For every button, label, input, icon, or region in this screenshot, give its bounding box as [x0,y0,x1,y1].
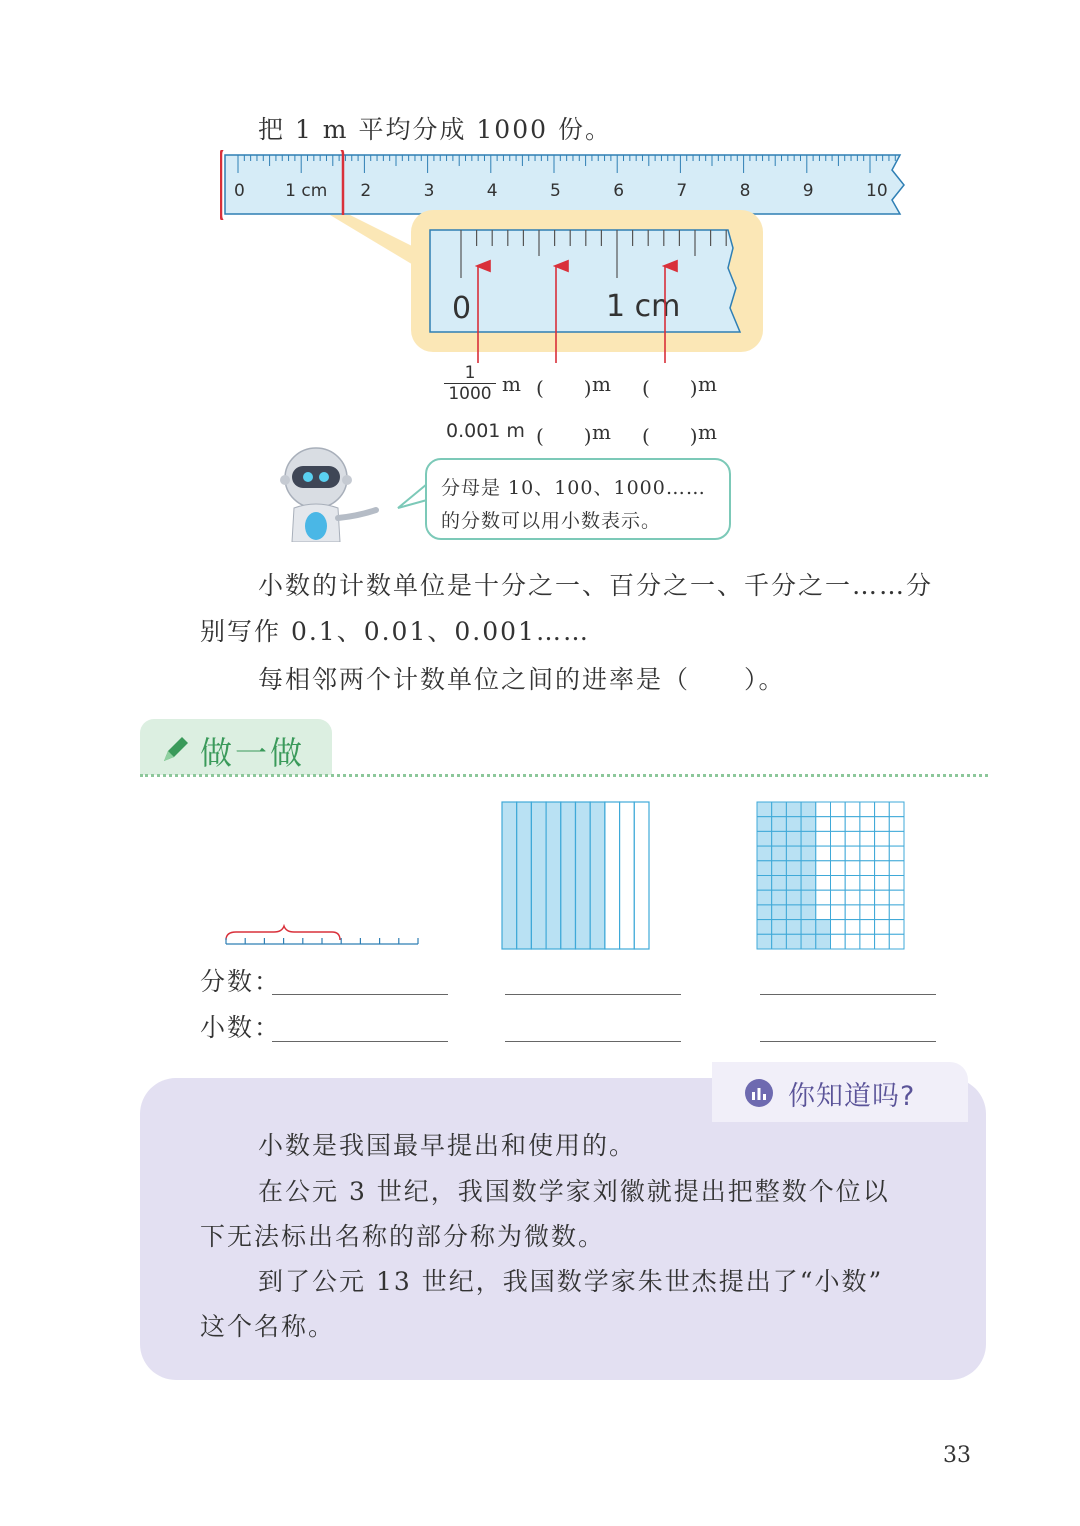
grid-cell [860,802,875,817]
answer-line-decimal-3[interactable] [760,1041,936,1042]
grid-cell [757,802,772,817]
info-line-2: 在公元 3 世纪，我国数学家刘徽就提出把整数个位以 [258,1177,890,1206]
info-line-1: 小数是我国最早提出和使用的。 [258,1131,637,1160]
page-number: 33 [943,1443,971,1468]
column-cell [546,802,561,949]
grid-cell [875,920,890,935]
grid-cell [772,861,787,876]
paragraph-2: 每相邻两个计数单位之间的进率是（ ）。 [258,665,786,694]
fraction-denominator: 1000 [448,384,492,404]
column-cell [517,802,532,949]
grid-cell [845,861,860,876]
grid-cell [831,890,846,905]
grid-cell [860,876,875,891]
grid-cell [786,846,801,861]
grid-cell [875,905,890,920]
grid-cell [816,890,831,905]
grid-cell [831,846,846,861]
grid-cell [816,934,831,949]
blank-2: ( ) [536,376,592,400]
grid-cell [816,802,831,817]
column-cell [502,802,517,949]
grid-cell [816,876,831,891]
grid-cell [845,846,860,861]
ruler-label: 2 [360,181,372,201]
ruler-label: 9 [802,181,814,201]
grid-cell [831,876,846,891]
grid-cell [772,817,787,832]
grid-cell [831,934,846,949]
grid-cell [845,876,860,891]
grid-cell [801,890,816,905]
grid-cell [816,861,831,876]
grid-cell [801,920,816,935]
grid-cell [831,920,846,935]
fraction-row [444,364,744,408]
grid-cell [801,846,816,861]
info-line-4: 到了公元 13 世纪，我国数学家朱世杰提出了“小数” [258,1267,884,1296]
grid-cell [860,831,875,846]
grid-cell [772,920,787,935]
grid-cell [772,831,787,846]
ruler-label: 7 [676,181,688,201]
info-line-3: 下无法标出名称的部分称为微数。 [200,1222,606,1251]
grid-cell [860,890,875,905]
grid-cell [831,861,846,876]
grid-cell [772,934,787,949]
grid-cell [860,846,875,861]
zoom-label-0: 0 [452,291,472,326]
grid-cell [772,905,787,920]
decimal-blank-2: ( ) [536,424,592,448]
speech-bubble [425,458,731,540]
bubble-tail [396,482,428,512]
blank-3: ( ) [642,376,698,400]
answer-line-decimal-1[interactable] [272,1041,448,1042]
grid-cell [816,831,831,846]
grid-cell [860,920,875,935]
grid-cell [757,831,772,846]
info-tab-title: 你知道吗? [788,1081,916,1112]
decimal-unit-2: m [592,420,611,444]
zoom-label-1cm: 1 cm [606,289,681,324]
grid-cell [845,817,860,832]
grid-cell [786,861,801,876]
hundredths-grid-figure [755,800,907,950]
grid-cell [889,846,904,861]
label-fraction: 分数： [200,967,282,996]
unit-m-1: m [502,372,521,396]
ruler-label: 10 [866,181,888,201]
ruler-label: 1 cm [285,181,328,201]
grid-cell [889,802,904,817]
grid-cell [889,920,904,935]
unit-m-3: m [698,372,717,396]
grid-cell [816,846,831,861]
exercise-title: 做一做 [200,734,306,772]
grid-cell [772,890,787,905]
grid-cell [801,934,816,949]
decimal-unit-3: m [698,420,717,444]
section-divider [140,774,988,777]
grid-cell [831,802,846,817]
grid-cell [786,817,801,832]
column-cell [531,802,546,949]
ruler-label: 8 [739,181,751,201]
grid-cell [801,831,816,846]
grid-cell [860,905,875,920]
grid-cell [801,905,816,920]
bubble-line-2: 的分数可以用小数表示。 [441,510,662,532]
grid-cell [816,817,831,832]
grid-cell [786,890,801,905]
grid-cell [889,817,904,832]
grid-cell [875,861,890,876]
grid-cell [801,802,816,817]
grid-cell [786,920,801,935]
grid-cell [831,817,846,832]
chart-bars-icon [744,1078,774,1108]
grid-cell [889,831,904,846]
bubble-line-1: 分母是 10、100、1000…… [441,477,706,499]
grid-cell [801,861,816,876]
ruler-label: 5 [550,181,561,201]
column-cell [576,802,591,949]
grid-cell [845,831,860,846]
grid-cell [757,905,772,920]
grid-cell [889,861,904,876]
grid-cell [875,876,890,891]
grid-cell [889,876,904,891]
column-cell [634,802,649,949]
grid-cell [860,817,875,832]
info-line-5: 这个名称。 [200,1312,336,1341]
answer-line-fraction-3[interactable] [760,994,936,995]
grid-cell [757,817,772,832]
ruler-label: 3 [423,181,435,201]
pointer-arrows [460,258,690,368]
fraction-numerator: 1 [464,363,476,383]
grid-cell [816,920,831,935]
grid-cell [875,817,890,832]
grid-cell [845,905,860,920]
grid-cell [757,934,772,949]
grid-cell [860,934,875,949]
grid-cell [757,876,772,891]
grid-cell [845,890,860,905]
decimal-row [446,420,746,446]
grid-cell [875,846,890,861]
grid-cell [845,934,860,949]
grid-cell [786,876,801,891]
grid-cell [772,802,787,817]
unit-m-2: m [592,372,611,396]
grid-cell [757,890,772,905]
decimal-value-1: 0.001 m [446,420,525,442]
column-cell [620,802,635,949]
grid-cell [801,817,816,832]
tenths-column-figure [500,800,652,950]
grid-cell [772,876,787,891]
grid-cell [875,890,890,905]
grid-cell [786,905,801,920]
answer-line-fraction-1[interactable] [272,994,448,995]
robot-mascot [278,442,383,542]
grid-cell [889,905,904,920]
grid-cell [875,934,890,949]
number-line-figure [222,924,422,954]
answer-line-decimal-2[interactable] [505,1041,681,1042]
grid-cell [786,934,801,949]
pencil-icon [160,733,192,765]
grid-cell [889,890,904,905]
paragraph-1-line-2: 别写作 0.1、0.01、0.001…… [200,617,590,646]
grid-cell [786,802,801,817]
grid-cell [831,831,846,846]
grid-cell [845,802,860,817]
column-cell [590,802,605,949]
grid-cell [772,846,787,861]
column-cell [561,802,576,949]
grid-cell [889,934,904,949]
grid-cell [757,920,772,935]
grid-cell [786,831,801,846]
grid-cell [860,861,875,876]
decimal-blank-3: ( ) [642,424,698,448]
ruler-label: 0 [234,181,245,201]
grid-cell [757,861,772,876]
ruler-label: 6 [613,181,625,201]
grid-cell [831,905,846,920]
ruler-label: 4 [486,181,498,201]
grid-cell [875,831,890,846]
grid-cell [757,846,772,861]
intro-line: 把 1 m 平均分成 1000 份。 [258,115,612,144]
grid-cell [875,802,890,817]
grid-cell [816,905,831,920]
label-decimal: 小数： [200,1013,282,1042]
answer-line-fraction-2[interactable] [505,994,681,995]
grid-cell [845,920,860,935]
paragraph-1-line-1: 小数的计数单位是十分之一、百分之一、千分之一……分 [258,571,934,600]
column-cell [605,802,620,949]
grid-cell [801,876,816,891]
